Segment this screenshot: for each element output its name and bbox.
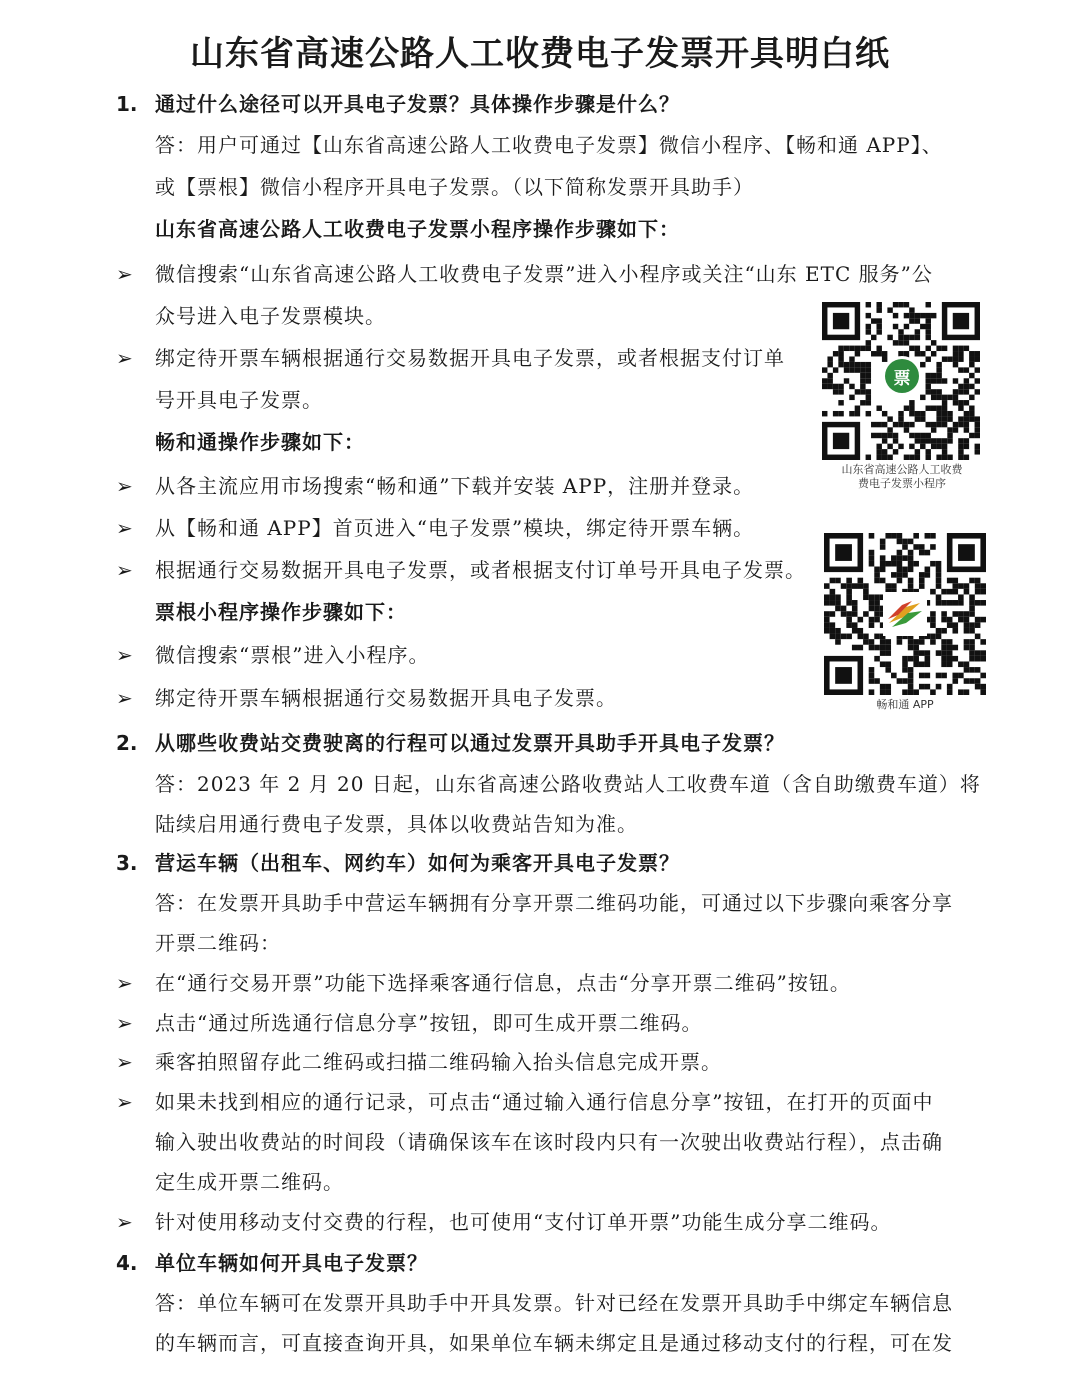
answer-line: 答：在发票开具助手中营运车辆拥有分享开票二维码功能，可通过以下步骤向乘客分享 xyxy=(155,891,953,915)
qr-caption-mini-program xyxy=(812,463,992,491)
question-3: 营运车辆（出租车、网约车）如何为乘客开具电子发票？ xyxy=(155,851,680,875)
answer-line: 或【票根】微信小程序开具电子发票。（以下简称发票开具助手） xyxy=(155,175,754,199)
qr-caption-line: 费电子发票小程序 xyxy=(858,477,946,490)
arrow-bullet-icon: ➢ xyxy=(116,474,133,498)
step-line: 点击“通过所选通行信息分享”按钮，即可生成开票二维码。 xyxy=(155,1011,703,1035)
arrow-bullet-icon: ➢ xyxy=(116,1011,133,1035)
question-number: 4. xyxy=(116,1251,138,1275)
answer-line: 开票二维码： xyxy=(155,931,281,955)
step-line: 乘客拍照留存此二维码或扫描二维码输入抬头信息完成开票。 xyxy=(155,1050,722,1074)
arrow-bullet-icon: ➢ xyxy=(116,262,133,286)
step-line: 从各主流应用市场搜索“畅和通”下载并安装 APP，注册并登录。 xyxy=(155,474,755,498)
qr-caption-line: 山东省高速公路人工收费 xyxy=(841,463,963,476)
question-number: 2. xyxy=(116,731,138,755)
step-line: 输入驶出收费站的时间段（请确保该车在该时段内只有一次驶出收费站行程），点击确 xyxy=(155,1130,943,1154)
step-line: 如果未找到相应的通行记录，可点击“通过输入通行信息分享”按钮，在打开的页面中 xyxy=(155,1090,934,1114)
step-line: 微信搜索“票根”进入小程序。 xyxy=(155,643,430,667)
question-number: 1. xyxy=(116,92,138,116)
step-line: 在“通行交易开票”功能下选择乘客通行信息，点击“分享开票二维码”按钮。 xyxy=(155,971,851,995)
qr-center-logo xyxy=(882,356,922,396)
step-line: 号开具电子发票。 xyxy=(155,388,323,412)
answer-line: 答：2023 年 2 月 20 日起，山东省高速公路收费站人工收费车道（含自助缴费车道）将 xyxy=(155,772,981,796)
question-1: 通过什么途径可以开具电子发票？具体操作步骤是什么？ xyxy=(155,92,680,116)
qr-finder-pattern xyxy=(945,305,978,338)
qr-caption-app: 畅和通 APP xyxy=(876,698,934,711)
step-line: 绑定待开票车辆根据通行交易数据开具电子发票，或者根据支付订单 xyxy=(155,346,785,370)
question-2: 从哪些收费站交费驶离的行程可以通过发票开具助手开具电子发票？ xyxy=(155,731,785,755)
answer-line: 答：用户可通过【山东省高速公路人工收费电子发票】微信小程序、【畅和通 APP】、 xyxy=(155,133,943,157)
step-line: 根据通行交易数据开具电子发票，或者根据支付订单号开具电子发票。 xyxy=(155,558,806,582)
arrow-bullet-icon: ➢ xyxy=(116,643,133,667)
changhetong-logo-icon xyxy=(886,597,924,631)
qr-center-logo xyxy=(883,592,927,636)
arrow-bullet-icon: ➢ xyxy=(116,686,133,710)
qr-finder-pattern xyxy=(827,659,861,693)
question-number: 3. xyxy=(116,851,138,875)
arrow-bullet-icon: ➢ xyxy=(116,1050,133,1074)
arrow-bullet-icon: ➢ xyxy=(116,1210,133,1234)
answer-line: 答：单位车辆可在发票开具助手中开具发票。针对已经在发票开具助手中绑定车辆信息 xyxy=(155,1291,953,1315)
step-line: 针对使用移动支付交费的行程，也可使用“支付订单开票”功能生成分享二维码。 xyxy=(155,1210,892,1234)
arrow-bullet-icon: ➢ xyxy=(116,1090,133,1114)
section-heading-piaogen: 票根小程序操作步骤如下： xyxy=(155,600,407,624)
ticket-logo-icon: 票 xyxy=(885,359,919,393)
step-line: 众号进入电子发票模块。 xyxy=(155,304,386,328)
arrow-bullet-icon: ➢ xyxy=(116,516,133,540)
step-line: 微信搜索“山东省高速公路人工收费电子发票”进入小程序或关注“山东 ETC 服务”公 xyxy=(155,262,933,286)
arrow-bullet-icon: ➢ xyxy=(116,558,133,582)
qr-finder-pattern xyxy=(825,305,858,338)
qr-finder-pattern xyxy=(950,536,984,570)
answer-line: 的车辆而言，可直接查询开具，如果单位车辆未绑定且是通过移动支付的行程，可在发 xyxy=(155,1331,953,1355)
section-heading-changhetong: 畅和通操作步骤如下： xyxy=(155,430,365,454)
step-line: 定生成开票二维码。 xyxy=(155,1170,344,1194)
section-heading-mini-program: 山东省高速公路人工收费电子发票小程序操作步骤如下： xyxy=(155,217,680,241)
answer-line: 陆续启用通行费电子发票，具体以收费站告知为准。 xyxy=(155,812,638,836)
page-title: 山东省高速公路人工收费电子发票开具明白纸 xyxy=(190,34,890,74)
question-4: 单位车辆如何开具电子发票？ xyxy=(155,1251,428,1275)
qr-finder-pattern xyxy=(825,425,858,458)
qr-finder-pattern xyxy=(827,536,861,570)
arrow-bullet-icon: ➢ xyxy=(116,971,133,995)
step-line: 绑定待开票车辆根据通行交易数据开具电子发票。 xyxy=(155,686,617,710)
step-line: 从【畅和通 APP】首页进入“电子发票”模块，绑定待开票车辆。 xyxy=(155,516,755,540)
arrow-bullet-icon: ➢ xyxy=(116,346,133,370)
